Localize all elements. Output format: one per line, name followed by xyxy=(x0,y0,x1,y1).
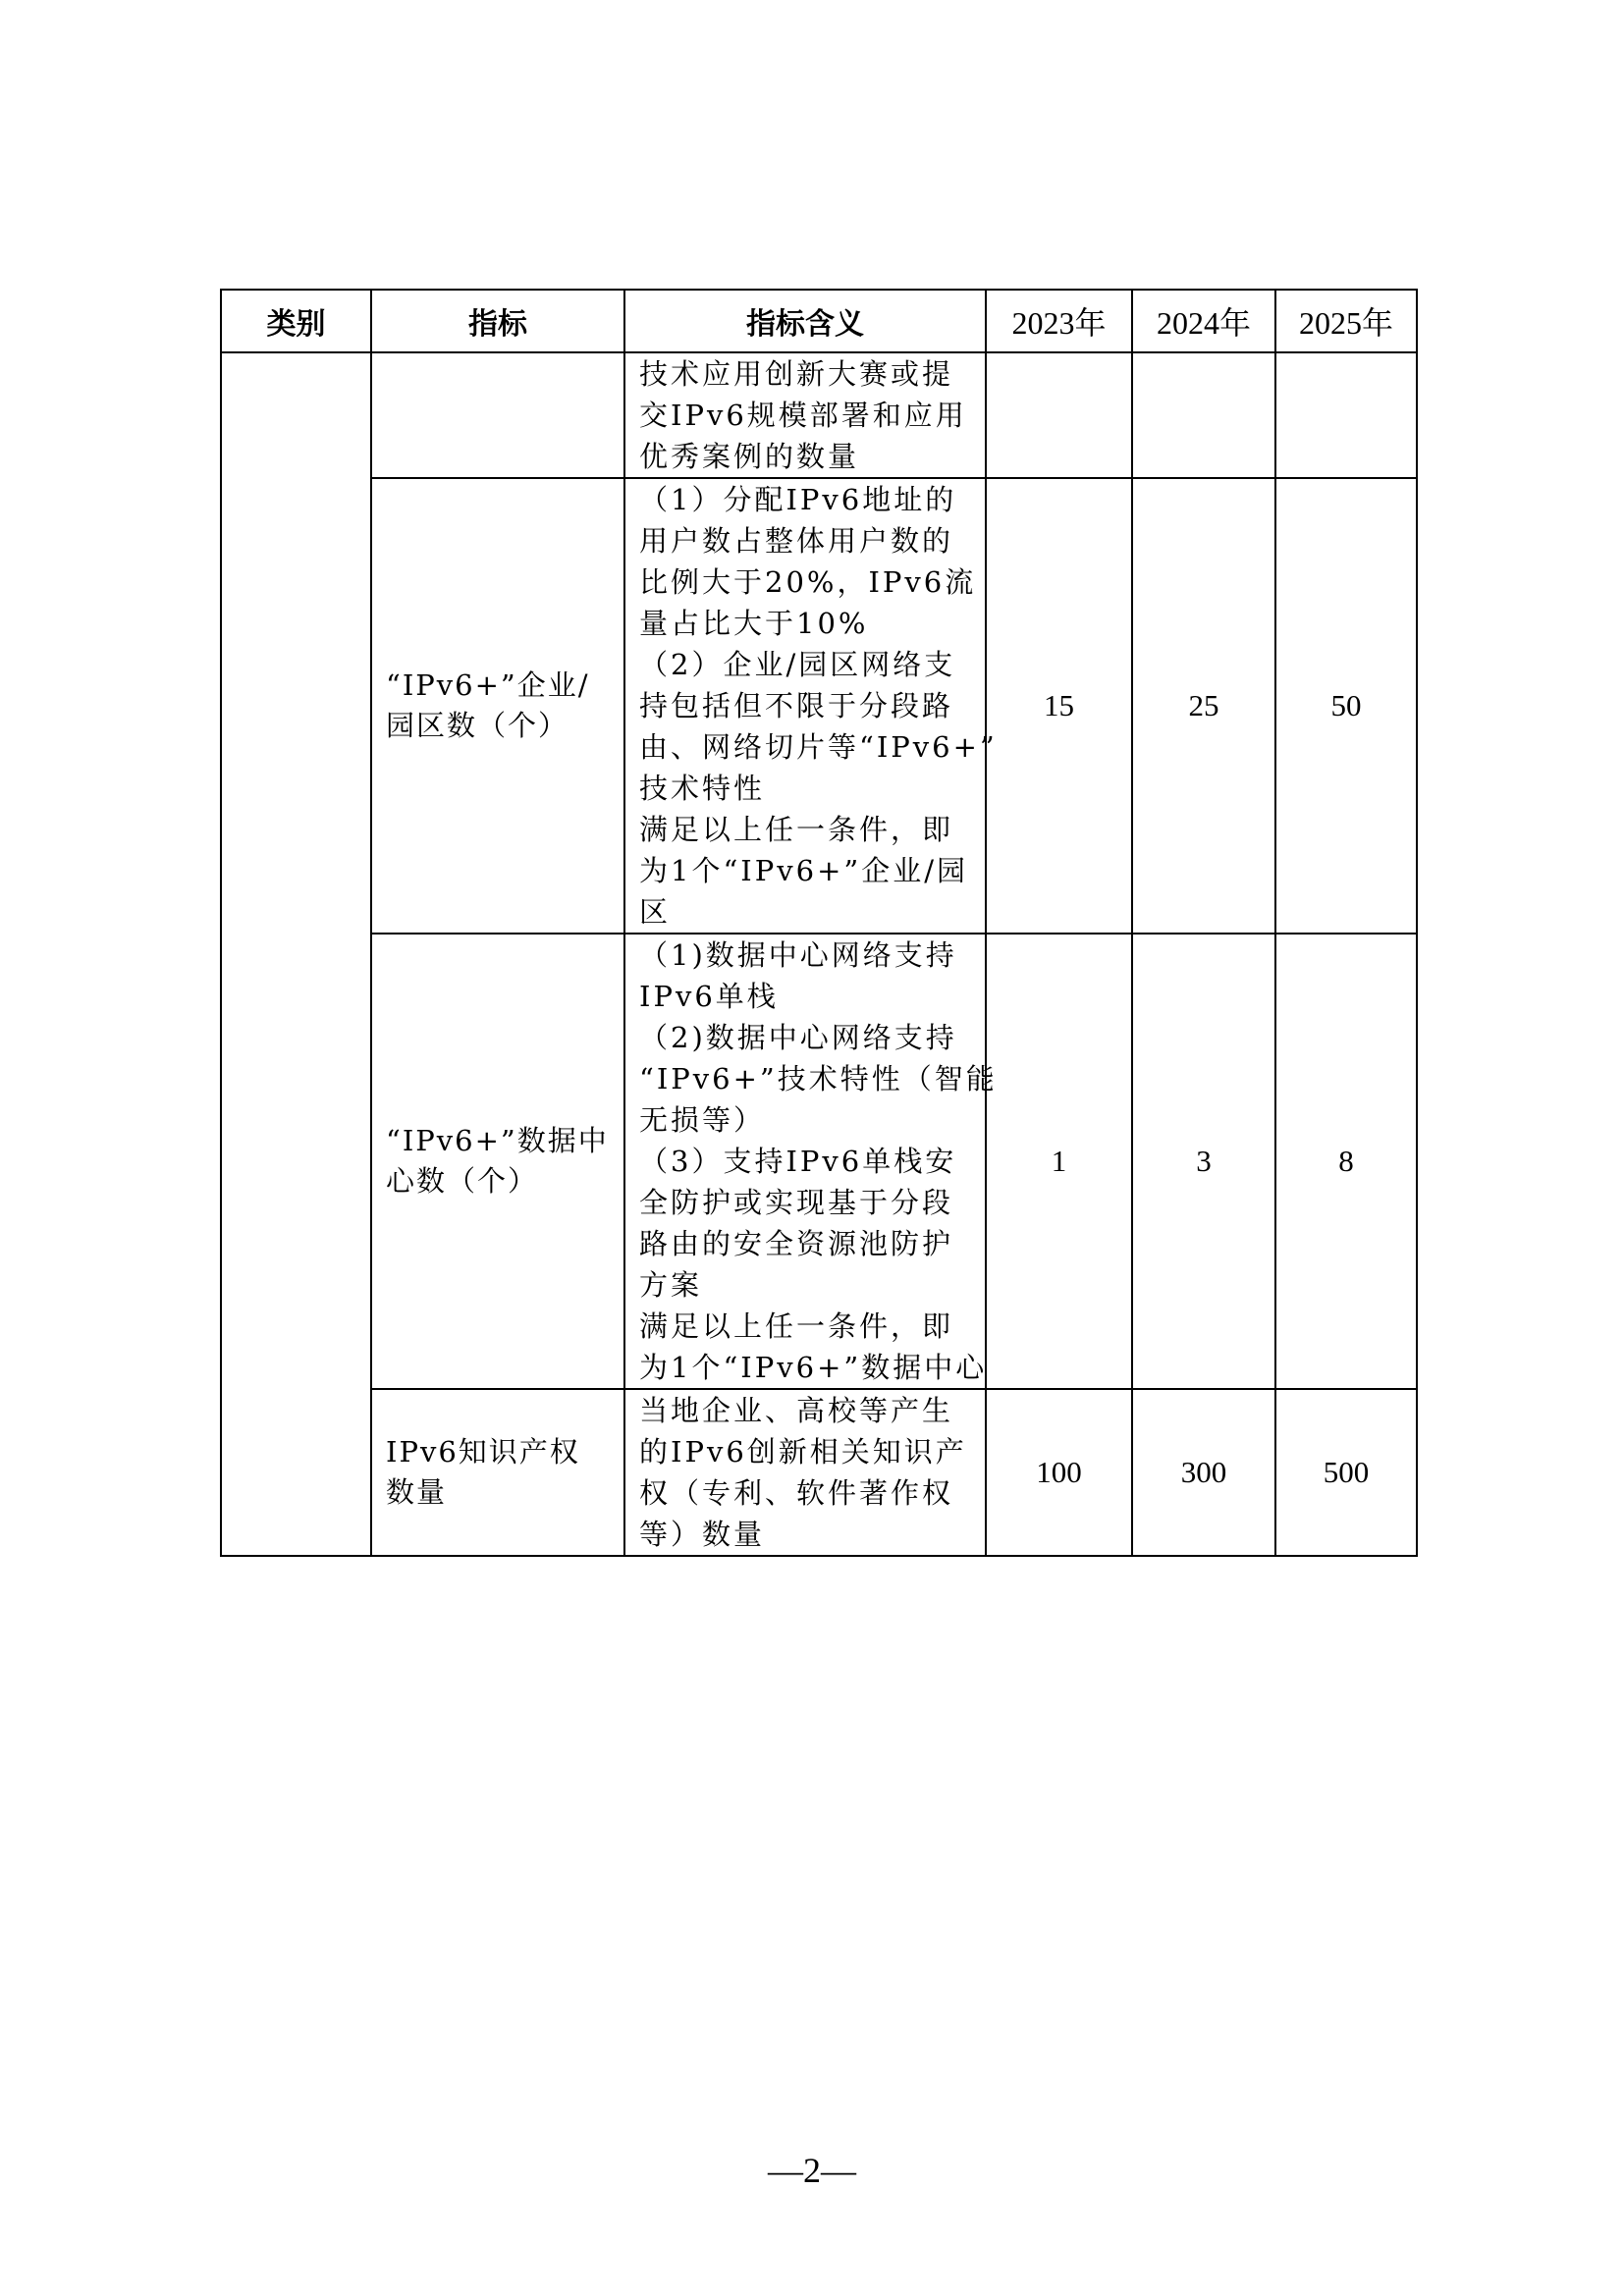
meaning-line: 权（专利、软件著作权 xyxy=(639,1476,954,1510)
meaning-line: 为1个“IPv6+”数据中心 xyxy=(639,1351,988,1384)
table-row xyxy=(221,478,1417,934)
meaning-line: （1）分配IPv6地址的 xyxy=(639,483,957,516)
category-cell xyxy=(221,352,371,1556)
header-2024: 2024年 xyxy=(1132,290,1275,352)
meaning-line: （2）企业/园区网络支 xyxy=(639,648,956,681)
meaning-line: （3）支持IPv6单栈安 xyxy=(639,1145,957,1178)
meaning-line: 为1个“IPv6+”企业/园 xyxy=(639,854,968,887)
value-2024: 3 xyxy=(1132,934,1275,1389)
table-row xyxy=(221,934,1417,1389)
value-2025 xyxy=(1275,352,1417,478)
meaning-line: 技术应用创新大赛或提 xyxy=(639,357,954,391)
meaning-line: 全防护或实现基于分段 xyxy=(639,1186,954,1219)
meaning-line: 技术特性 xyxy=(639,772,766,805)
value-2024: 25 xyxy=(1132,478,1275,934)
value-2025: 500 xyxy=(1275,1389,1417,1556)
header-meaning: 指标含义 xyxy=(624,290,986,352)
meaning-line: 的IPv6创新相关知识产 xyxy=(639,1435,967,1468)
value-2024 xyxy=(1132,352,1275,478)
meaning-cell xyxy=(624,478,998,934)
meaning-line: 区 xyxy=(639,895,672,929)
table-row xyxy=(221,1389,1417,1556)
meaning-cell xyxy=(624,1389,986,1556)
value-2024: 300 xyxy=(1132,1389,1275,1556)
meaning-line: 用户数占整体用户数的 xyxy=(639,524,954,558)
meaning-line: 等）数量 xyxy=(639,1518,766,1551)
header-2023: 2023年 xyxy=(986,290,1132,352)
indicator-cell xyxy=(371,352,624,478)
indicator-cell: “IPv6+”数据中心数（个） xyxy=(371,934,624,1389)
value-2023 xyxy=(986,352,1132,478)
meaning-line: 满足以上任一条件，即 xyxy=(639,813,954,846)
value-2025: 8 xyxy=(1275,934,1417,1389)
page-number: —2— xyxy=(768,2151,856,2190)
meaning-line: 交IPv6规模部署和应用 xyxy=(639,399,967,432)
table-row xyxy=(221,352,1417,478)
value-2023: 100 xyxy=(986,1389,1132,1556)
meaning-cell xyxy=(624,352,986,478)
value-2025: 50 xyxy=(1275,478,1417,934)
meaning-line: 当地企业、高校等产生 xyxy=(639,1394,954,1427)
meaning-line: （1)数据中心网络支持 xyxy=(639,938,957,972)
meaning-line: “IPv6+”技术特性（智能 xyxy=(639,1062,998,1095)
meaning-line: 量占比大于10% xyxy=(639,607,869,640)
meaning-line: 方案 xyxy=(639,1268,703,1302)
meaning-line: （2)数据中心网络支持 xyxy=(639,1021,957,1054)
meaning-line: 比例大于20%，IPv6流 xyxy=(639,565,977,599)
meaning-line: 优秀案例的数量 xyxy=(639,440,860,473)
meaning-line: IPv6单栈 xyxy=(639,980,779,1013)
header-indicator: 指标 xyxy=(371,290,624,352)
indicator-cell: “IPv6+”企业/园区数（个） xyxy=(371,478,624,934)
indicator-table xyxy=(220,289,1418,1557)
meaning-line: 路由的安全资源池防护 xyxy=(639,1227,954,1260)
value-2023: 1 xyxy=(986,934,1132,1389)
meaning-line: 持包括但不限于分段路 xyxy=(639,689,954,722)
meaning-cell xyxy=(624,934,998,1389)
indicator-cell: IPv6知识产权数量 xyxy=(371,1389,624,1556)
value-2023: 15 xyxy=(986,478,1132,934)
meaning-line: 由、网络切片等“IPv6+” xyxy=(639,730,998,764)
meaning-line: 无损等） xyxy=(639,1103,766,1137)
meaning-line: 满足以上任一条件，即 xyxy=(639,1309,954,1343)
header-2025: 2025年 xyxy=(1275,290,1417,352)
header-category: 类别 xyxy=(221,290,371,352)
table-header-row xyxy=(221,290,1417,352)
